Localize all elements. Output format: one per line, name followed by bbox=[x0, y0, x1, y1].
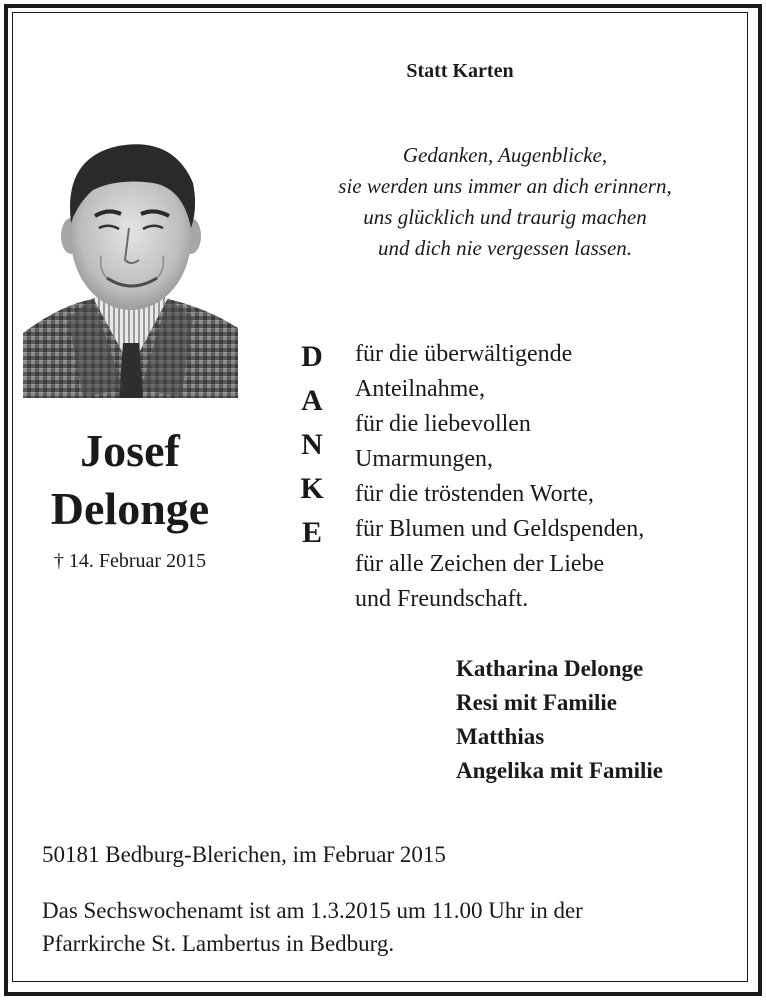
thanks-line: und Freundschaft. bbox=[355, 586, 529, 612]
deceased-first-name: Josef bbox=[80, 425, 180, 476]
place-date: 50181 Bedburg-Blerichen, im Februar 2015 bbox=[42, 842, 446, 867]
portrait-photo bbox=[23, 128, 238, 398]
danke-letter: K bbox=[300, 472, 324, 505]
poem-line: sie werden uns immer an dich erinnern, bbox=[338, 174, 672, 198]
deceased-name bbox=[25, 422, 235, 538]
thanks-line: für die tröstenden Worte, bbox=[355, 481, 594, 507]
statt-karten-heading: Statt Karten bbox=[406, 60, 514, 82]
thanks-line: für alle Zeichen der Liebe bbox=[355, 551, 605, 577]
poem-line: uns glücklich und traurig machen bbox=[363, 205, 647, 229]
poem bbox=[270, 140, 740, 264]
deceased-last-name: Delonge bbox=[50, 483, 210, 534]
service-line: Das Sechswochenamt ist am 1.3.2015 um 11.00 Uhr in der bbox=[42, 898, 583, 923]
danke-letter: A bbox=[301, 384, 323, 417]
thanks-text bbox=[355, 337, 745, 617]
danke-letter: E bbox=[301, 516, 322, 549]
danke-letter: D bbox=[301, 340, 323, 373]
thanks-line: Umarmungen, bbox=[355, 446, 493, 472]
thanks-line: für Blumen und Geldspenden, bbox=[355, 516, 645, 542]
thanks-line: Anteilnahme, bbox=[355, 376, 485, 402]
service-notice bbox=[42, 894, 732, 960]
signer: Katharina Delonge bbox=[456, 656, 644, 681]
danke-acrostic bbox=[292, 335, 332, 555]
death-date: † 14. Februar 2015 bbox=[53, 550, 207, 572]
poem-line: und dich nie vergessen lassen. bbox=[377, 236, 633, 260]
signer: Matthias bbox=[456, 724, 545, 749]
portrait-illustration bbox=[23, 128, 238, 398]
thanks-line: für die überwältigende bbox=[355, 341, 573, 367]
service-line: Pfarrkirche St. Lambertus in Bedburg. bbox=[42, 931, 395, 956]
signers-list bbox=[456, 652, 746, 788]
danke-letter: N bbox=[301, 428, 323, 461]
signer: Resi mit Familie bbox=[456, 690, 617, 715]
poem-line: Gedanken, Augenblicke, bbox=[402, 143, 608, 167]
signer: Angelika mit Familie bbox=[456, 758, 663, 783]
thanks-line: für die liebevollen bbox=[355, 411, 531, 437]
